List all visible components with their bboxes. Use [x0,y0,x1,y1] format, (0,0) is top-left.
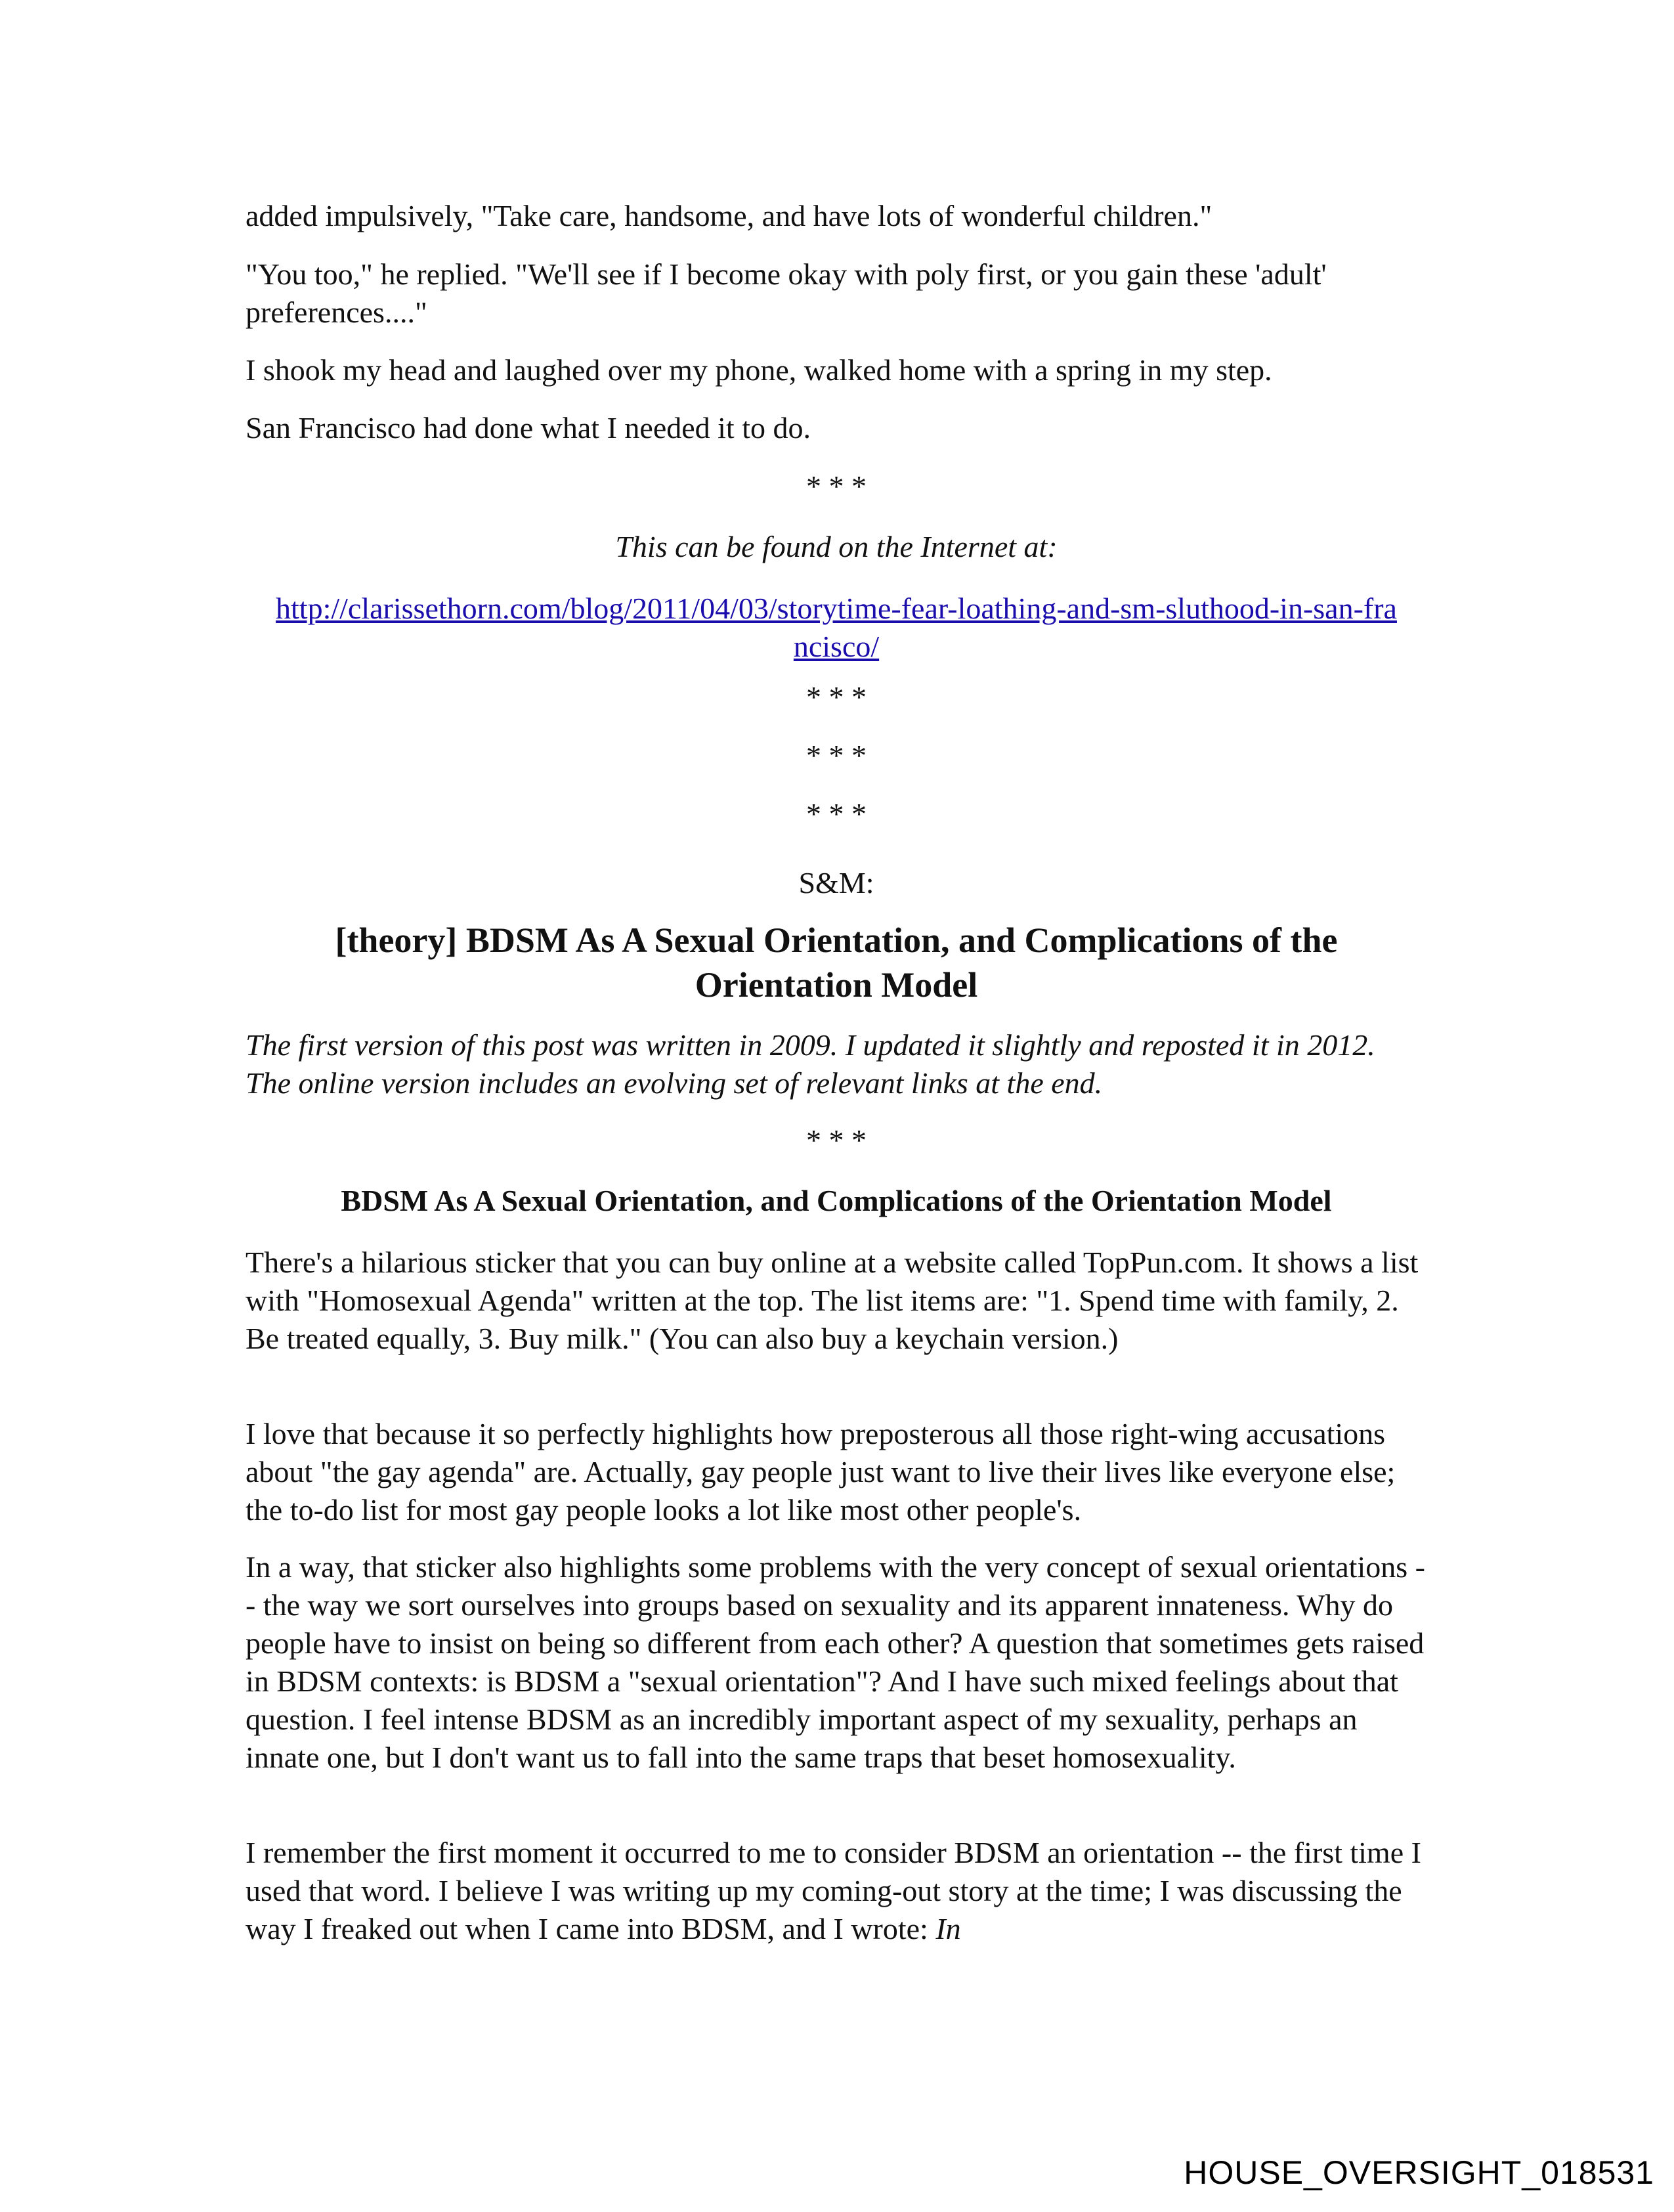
paragraph-remember [246,1834,1427,1948]
paragraph-remember-italic: In [935,1912,961,1945]
source-link-wrapper [246,590,1427,666]
paragraph-in-a-way: In a way, that sticker also highlights some problems with the very concept of sexual orientations -- the way we sort ourselves into groups based on sexuality and its apparent innateness. Why do people have to insist on being so different from each other? A question that sometimes gets raised in BDSM contexts: is BDSM a "sexual orientation"? And I have such mixed feelings about that question. I feel intense BDSM as an incredibly important aspect of my sexuality, perhaps an innate one, but I don't want us to fall into the same traps that beset homosexuality. [246,1550,1425,1774]
found-on-internet-label: This can be found on the Internet at: [615,530,1058,563]
paragraph-remember-text: I remember the first moment it occurred to me to consider BDSM an orientation -- the first time I used that word. I believe I was writing up my coming-out story at the time; I was discussing the way I freaked out when I came into BDSM, and I wrote: [246,1836,1421,1945]
intro-note: The first version of this post was written in 2009. I updated it slightly and reposted it in 2012. The online version includes an evolving set of relevant links at the end. [246,1028,1375,1100]
separator-4: * * * [806,797,867,831]
source-link[interactable]: http://clarissethorn.com/blog/2011/04/03/storytime-fear-loathing-and-sm-sluthood-in-san-francisco/ [276,592,1397,663]
paragraph-love-that: I love that because it so perfectly highlights how preposterous all those right-wing accusations about "the gay agenda" are. Actually, gay people just want to live their lives like everyone else; the to-do list for most gay people looks a lot like most other people's. [246,1417,1396,1527]
paragraph-you-too: "You too," he replied. "We'll see if I become okay with poly first, or you gain these 'adult' preferences...." [246,257,1327,329]
separator-2: * * * [806,680,867,714]
paragraph-shook-head: I shook my head and laughed over my phone, walked home with a spring in my step. [246,353,1272,387]
paragraph-added-impulsively: added impulsively, "Take care, handsome, and have lots of wonderful children." [246,199,1213,232]
separator-1: * * * [806,469,867,503]
section-subtitle: BDSM As A Sexual Orientation, and Complications of the Orientation Model [341,1184,1332,1217]
post-title: [theory] BDSM As A Sexual Orientation, and Complications of the Orientation Model [335,921,1338,1005]
separator-3: * * * [806,739,867,772]
separator-5: * * * [806,1123,867,1157]
paragraph-san-francisco: San Francisco had done what I needed it to do. [246,411,811,445]
paragraph-sticker: There's a hilarious sticker that you can buy online at a website called TopPun.com. It shows a list with "Homosexual Agenda" written at the top. The list items are: "1. Spend time with family, 2. Be treated equally, 3. Buy milk." (You can also buy a keychain version.) [246,1246,1419,1355]
section-label: S&M: [798,866,874,900]
document-id-footer: HOUSE_OVERSIGHT_018531 [1184,2154,1654,2191]
